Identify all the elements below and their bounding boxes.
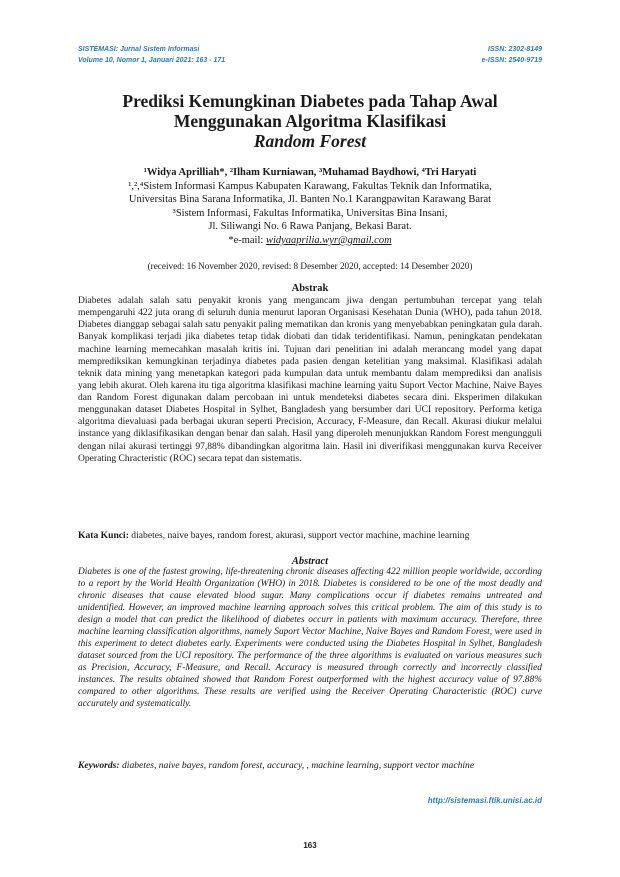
- journal-volume: Volume 10, Nomor 1, Januari 2021: 163 - 171: [78, 57, 226, 64]
- journal-header-left: [78, 44, 225, 66]
- affiliation-3: ³Sistem Informasi, Fakultas Informatika, Universitas Bina Insani,: [172, 207, 448, 219]
- email-line: [78, 234, 542, 248]
- title-line-2: Menggunakan Algoritma Klasifikasi: [173, 111, 447, 131]
- journal-header-right: [482, 44, 542, 66]
- paper-title: [78, 91, 542, 151]
- abstract-heading: Abstract: [291, 556, 329, 567]
- kata-kunci-label: Kata Kunci:: [78, 530, 129, 541]
- keywords-text: diabetes, naive bayes, random forest, accuracy, , machine learning, support vector machine: [119, 760, 475, 771]
- submission-dates: (received: 16 November 2020, revised: 8 Desember 2020, accepted: 14 Desember 2020): [147, 261, 473, 271]
- journal-url[interactable]: http://sistemasi.ftik.unisi.ac.id: [427, 796, 542, 805]
- email-label: *e-mail:: [228, 234, 266, 246]
- abstract-text: Diabetes is one of the fastest growing, life-threatening chronic diseases affecting 422 million people worldwide, according to a report by the World Health Organization (WHO) in 2018. Diabetes is considered to be one of the most deadly and chronic diseases that cause elevated blood sugar. Many complications occur if diabetes remains untreated and unidentified. However, an improved machine learning approach solves this critical problem. The aim of this study is to design a model that can predict the likelihood of diabetes occurr in patients with maximum accuracy. Therefore, three machine learning classification algorithms, namely Suport Vector Machine, Naive Bayes and Random Forest, were used in this experiment to detect diabetes early. Experiments were conducted using the Diabetes Hospital in Sylhet, Bangladesh dataset sourced from the UCI repository. The performance of the three algorithms is evaluated on various measures such as Precision, Accuracy, F-Measure, and Recall. Accuracy is measured through correctly and incorrectly classified instances. The results obtained showed that Random Forest outperformed with the highest accuracy value of 97.88% compared to other algorithms. These results are verified using the Receiver Operating Characteristic (ROC) curve accurately and systematically.: [78, 567, 542, 710]
- affiliation-4: Jl. Siliwangi No. 6 Rawa Panjang, Bekasi Barat.: [208, 221, 412, 233]
- abstrak-text: Diabetes adalah salah satu penyakit kronis yang mengancam jiwa dengan pertumbuhan tercepat yang telah mempengaruhi 422 juta orang di seluruh dunia menurut laporan Organisasi Kesehatan Dunia (WHO), pada tahun 2018. Diabetes dianggap sebagai salah satu penyakit paling mematikan dan kronis yang menyebabkan peningkatan gula darah. Banyak komplikasi terjadi jika diabetes tetap tidak diobati dan tidak teridentifikasi. Namun, peningkatan pendekatan machine learning memecahkan masalah kritis ini. Tujuan dari penelitian ini adalah merancang model yang dapat memprediksikan kemungkinan terjadinya diabetes pada pasien dengan ketelitian yang maksimal. Klasifikasi adalah teknik data mining yang menetapkan kategori pada kumpulan data untuk membantu dalam memprediksi dan analisis yang lebih akurat. Oleh karena itu tiga algoritma klasifikasi machine learning yaitu Suport Vector Machine, Naive Bayes dan Random Forest digunakan dalam percobaan ini untuk mendeteksi diabetes secara dini. Eksperimen dilakukan menggunakan dataset Diabetes Hospital in Sylhet, Bangladesh yang bersumber dari UCI repository. Performa ketiga algoritma dievaluasi pada berbagai ukuran seperti Precision, Accuracy, F-Measure, dan Recall. Akurasi diukur melalui instance yang diklasifikasikan dengan benar dan salah. Hasil yang diperoleh menunjukkan Random Forest mengungguli dengan nilai akurasi tertinggi 97,88% dibandingkan algoritma lain. Hasil ini diverifikasi menggunakan kurva Receiver Operating Chracteristic (ROC) secara tepat dan sistematis.: [78, 295, 542, 464]
- kata-kunci-text: diabetes, naive bayes, random forest, akurasi, support vector machine, machine learning: [128, 530, 470, 541]
- title-line-3: Random Forest: [253, 131, 367, 151]
- author-block: [78, 166, 542, 248]
- eissn: e-ISSN: 2540-9719: [481, 57, 542, 64]
- keywords-label: Keywords:: [78, 760, 120, 771]
- affiliation-1: ¹,²,⁴Sistem Informasi Kampus Kabupaten Karawang, Fakultas Teknik dan Informatika,: [128, 180, 492, 192]
- email-link[interactable]: widyaaprilia.wyr@gmail.com: [265, 234, 392, 246]
- keywords: [78, 760, 542, 772]
- title-line-1: Prediksi Kemungkinan Diabetes pada Tahap Awal: [122, 91, 498, 111]
- author-names: ¹Widya Aprilliah*, ²Ilham Kurniawan, ³Muhamad Baydhowi, ⁴Tri Haryati: [143, 167, 477, 178]
- abstrak-heading: Abstrak: [291, 283, 329, 294]
- affiliation-2: Universitas Bina Sarana Informatika, Jl. Banten No.1 Karangpawitan Karawang Barat: [128, 194, 492, 206]
- kata-kunci: [78, 530, 542, 542]
- page-number: 163: [303, 841, 317, 850]
- journal-name: SISTEMASI: Jurnal Sistem Informasi: [78, 46, 200, 53]
- issn: ISSN: 2302-8149: [487, 46, 542, 53]
